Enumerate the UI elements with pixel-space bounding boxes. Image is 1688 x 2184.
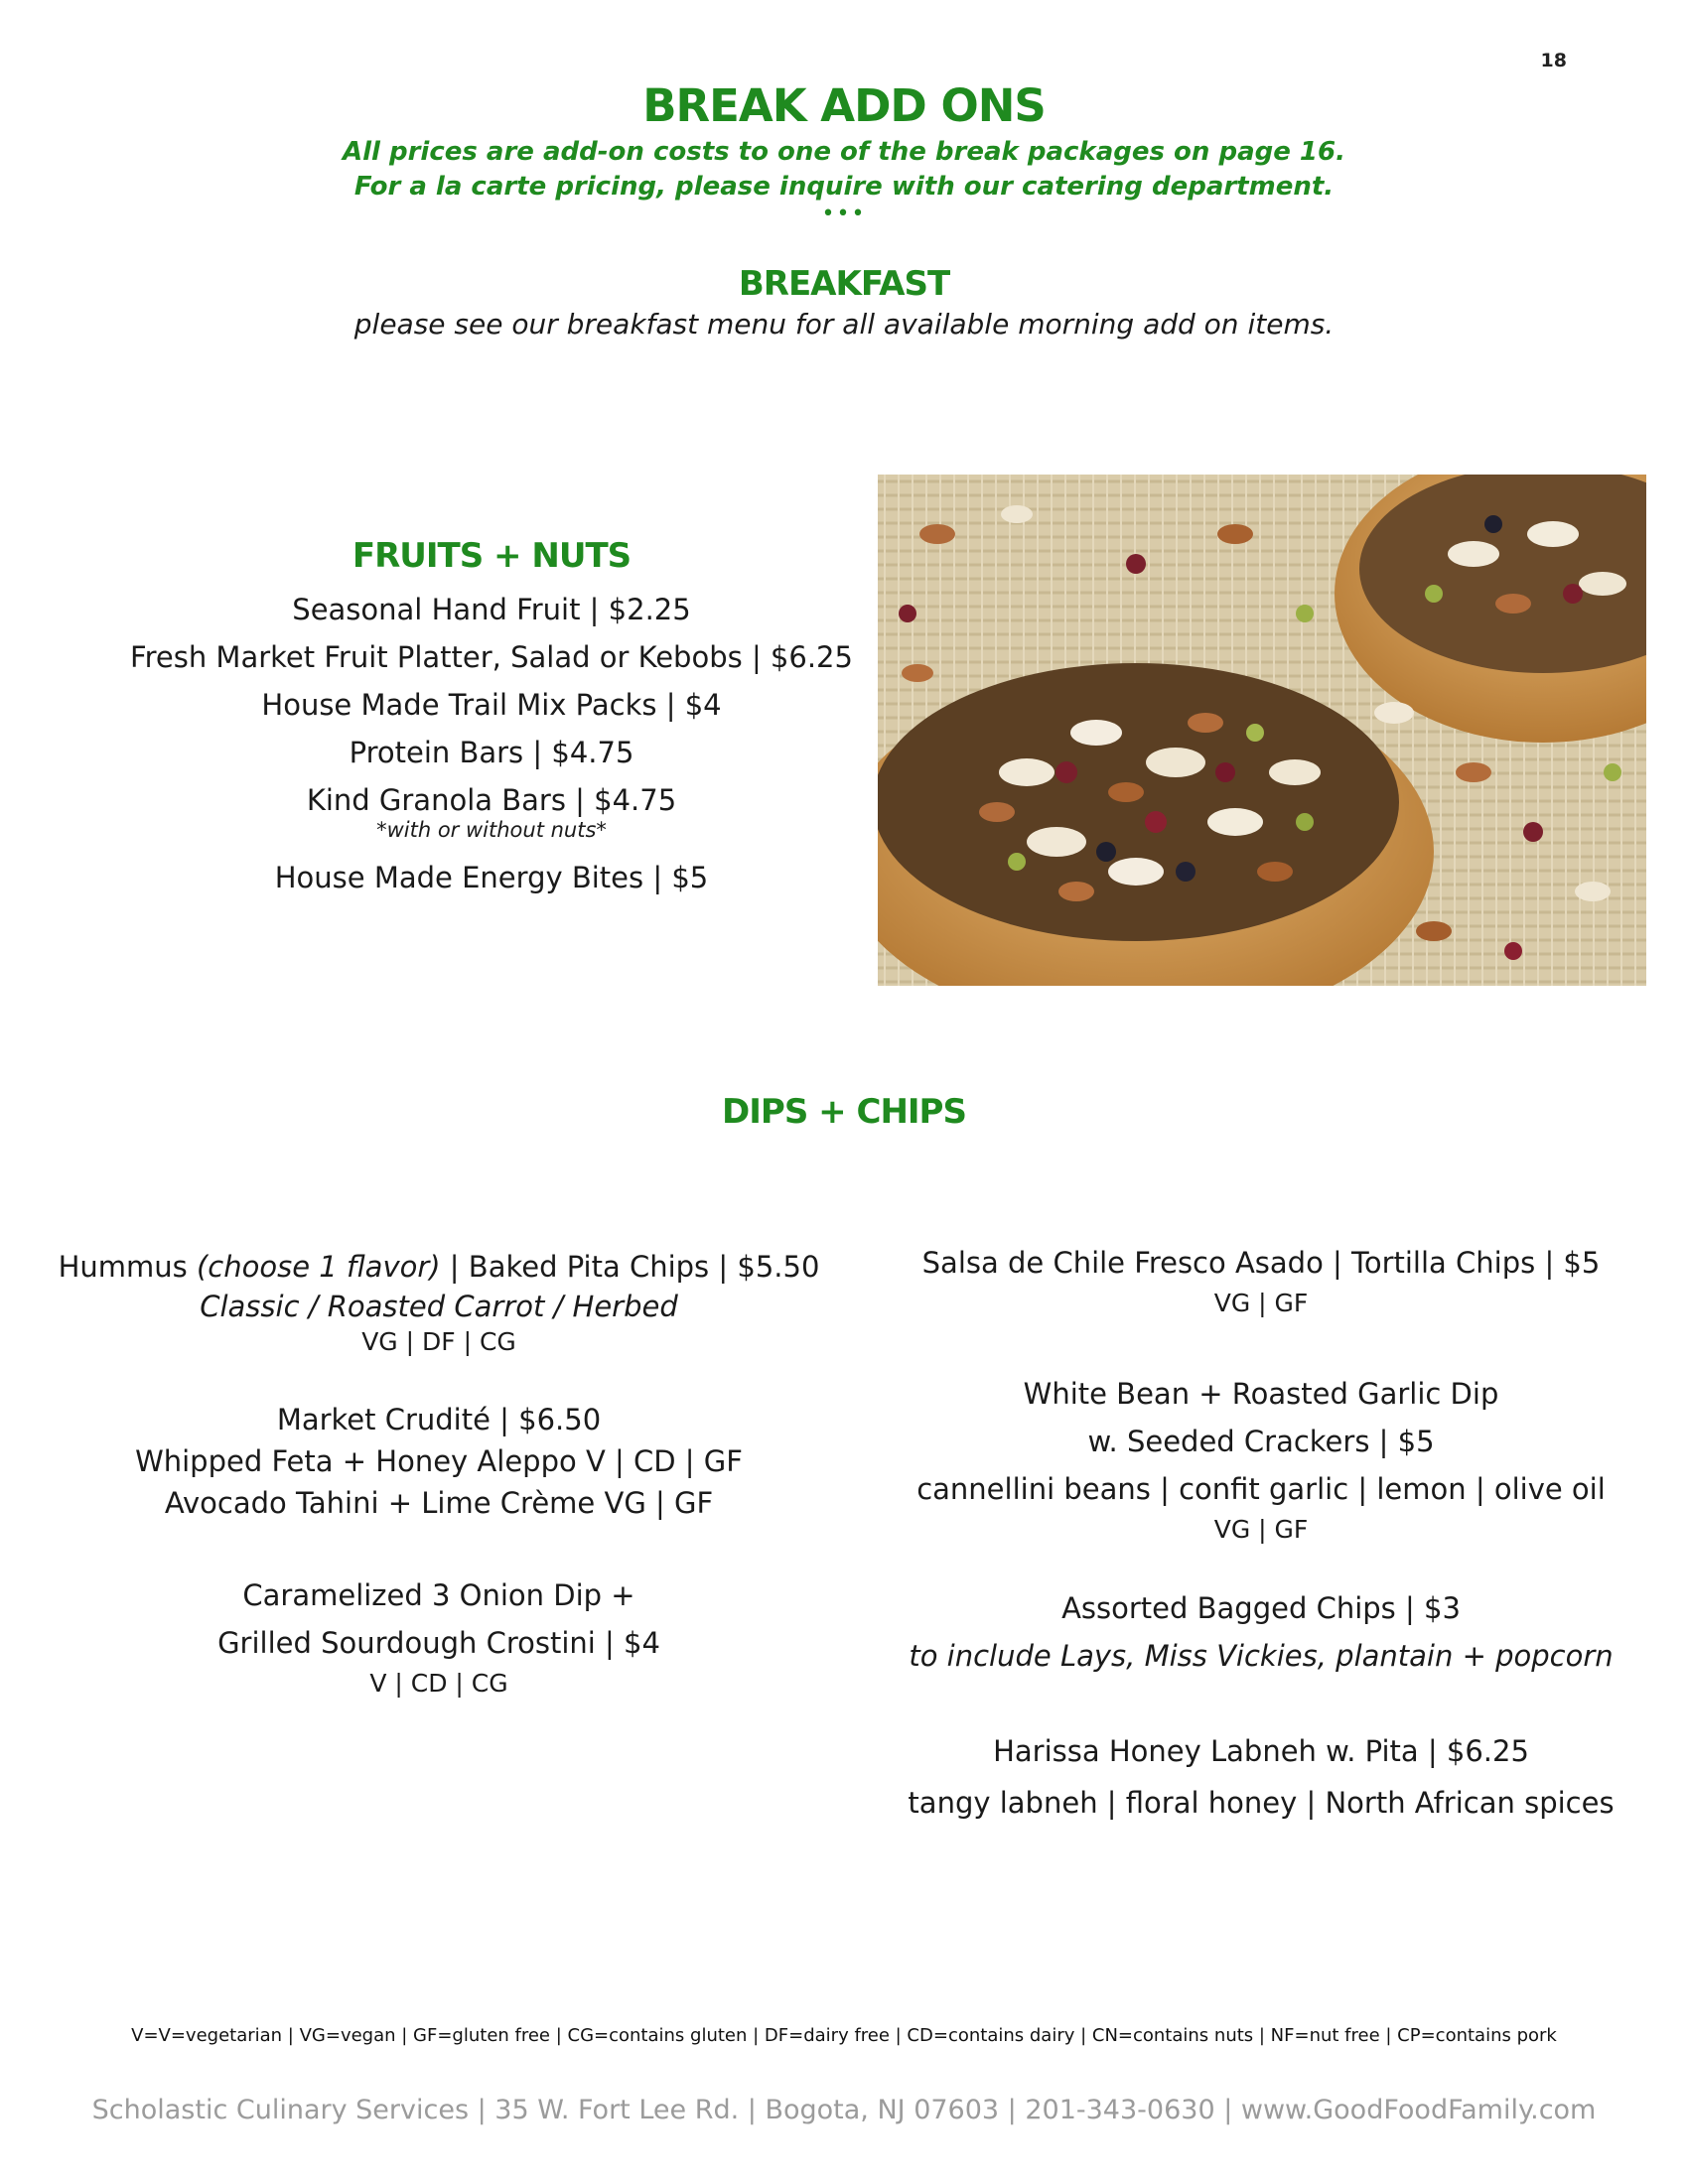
list-item: Kind Granola Bars | $4.75 bbox=[306, 783, 677, 817]
dietary-legend: V=V=vegetarian | VG=vegan | GF=gluten free | CG=contains gluten | DF=dairy free | CD=contains dairy | CN=contains nuts | NF=nut free | CP=contains pork bbox=[131, 2025, 1557, 2046]
onion-line-2: Grilled Sourdough Crostini | $4 bbox=[217, 1626, 660, 1660]
list-item: House Made Trail Mix Packs | $4 bbox=[261, 688, 722, 722]
breakfast-note: please see our breakfast menu for all available morning add on items. bbox=[353, 308, 1335, 341]
hummus-price: | Baked Pita Chips | $5.50 bbox=[440, 1250, 820, 1284]
list-item: Seasonal Hand Fruit | $2.25 bbox=[292, 593, 691, 626]
list-item: Protein Bars | $4.75 bbox=[349, 736, 634, 769]
bean-desc: cannellini beans | confit garlic | lemon | olive oil bbox=[916, 1472, 1606, 1506]
menu-item-salsa bbox=[874, 1239, 1648, 1320]
footer-contact: Scholastic Culinary Services | 35 W. Fort Lee Rd. | Bogota, NJ 07603 | 201-343-0630 | www.GoodFoodFamily.com bbox=[91, 2095, 1597, 2125]
list-item: House Made Energy Bites | $5 bbox=[274, 861, 709, 894]
chips-desc: to include Lays, Miss Vickies, plantain + popcorn bbox=[909, 1639, 1614, 1673]
salsa-title: Salsa de Chile Fresco Asado | Tortilla Chips | $5 bbox=[921, 1246, 1601, 1280]
page-number: 18 bbox=[1540, 50, 1567, 71]
onion-line-1: Caramelized 3 Onion Dip + bbox=[242, 1578, 635, 1612]
menu-item-crudite bbox=[52, 1399, 826, 1524]
breakfast-heading: BREAKFAST bbox=[738, 264, 950, 304]
fruits-nuts-heading: FRUITS + NUTS bbox=[352, 536, 632, 576]
bean-line-1: White Bean + Roasted Garlic Dip bbox=[1023, 1377, 1499, 1411]
menu-item-white-bean bbox=[874, 1370, 1648, 1547]
fruits-nuts-list bbox=[119, 586, 864, 824]
crudite-dip-2: Avocado Tahini + Lime Crème VG | GF bbox=[164, 1486, 714, 1520]
menu-item-labneh bbox=[874, 1725, 1648, 1829]
fruits-nuts-section bbox=[119, 536, 864, 901]
crudite-dip-1: Whipped Feta + Honey Aleppo V | CD | GF bbox=[135, 1444, 743, 1478]
menu-item-bagged-chips bbox=[874, 1584, 1648, 1680]
hummus-choice: (choose 1 flavor) bbox=[196, 1250, 441, 1284]
dips-right-column bbox=[874, 1239, 1648, 1858]
dips-chips-heading: DIPS + CHIPS bbox=[722, 1092, 966, 1132]
bean-tags: VG | GF bbox=[1213, 1515, 1309, 1544]
divider-dots: ••• bbox=[821, 202, 867, 226]
dips-left-column bbox=[52, 1246, 826, 1730]
labneh-title: Harissa Honey Labneh w. Pita | $6.25 bbox=[993, 1734, 1529, 1768]
menu-item-onion-dip bbox=[52, 1571, 826, 1701]
subtitle-line-2: For a la carte pricing, please inquire with our catering department. bbox=[353, 172, 1335, 202]
hummus-flavors: Classic / Roasted Carrot / Herbed bbox=[200, 1290, 678, 1323]
onion-tags: V | CD | CG bbox=[369, 1669, 508, 1698]
hummus-name: Hummus bbox=[58, 1250, 197, 1284]
subtitle-line-1: All prices are add-on costs to one of the break packages on page 16. bbox=[343, 137, 1345, 167]
granola-note: *with or without nuts* bbox=[376, 818, 607, 842]
trail-mix-image bbox=[878, 475, 1646, 986]
hummus-line bbox=[52, 1246, 826, 1288]
bean-line-2: w. Seeded Crackers | $5 bbox=[1087, 1425, 1435, 1458]
salsa-tags: VG | GF bbox=[1213, 1289, 1309, 1317]
labneh-desc: tangy labneh | floral honey | North African spices bbox=[908, 1786, 1615, 1820]
crudite-title: Market Crudité | $6.50 bbox=[276, 1403, 602, 1436]
menu-item-hummus bbox=[52, 1246, 826, 1359]
page-title: BREAK ADD ONS bbox=[642, 79, 1046, 132]
list-item: Fresh Market Fruit Platter, Salad or Kebobs | $6.25 bbox=[130, 640, 853, 674]
chips-title: Assorted Bagged Chips | $3 bbox=[1061, 1591, 1461, 1625]
trail-mix-photo bbox=[878, 475, 1646, 986]
hummus-tags: VG | DF | CG bbox=[361, 1327, 516, 1356]
